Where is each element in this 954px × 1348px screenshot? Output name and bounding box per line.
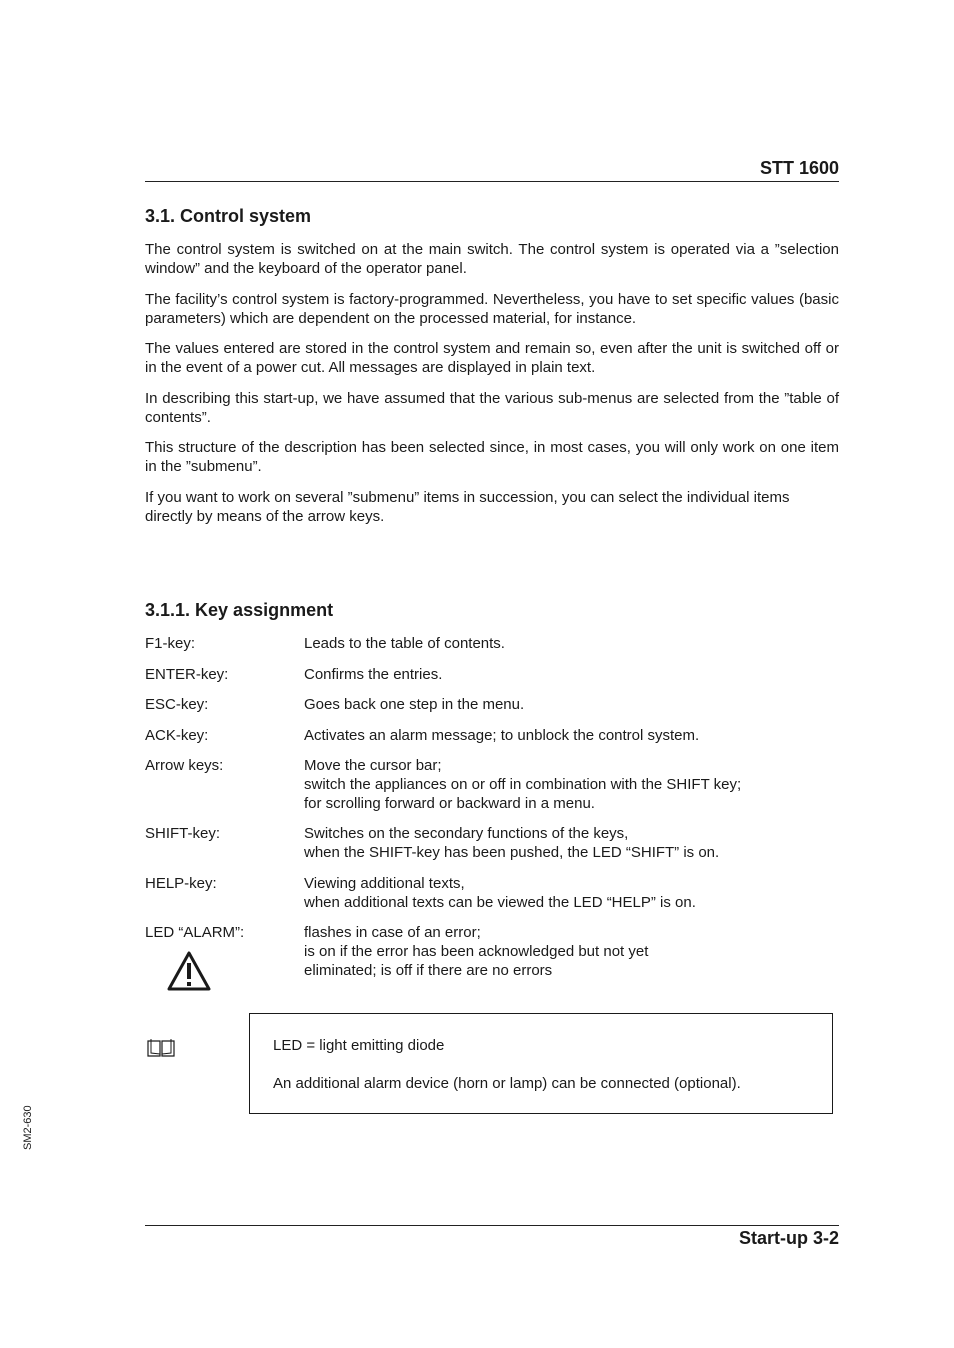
key-label-f1: F1-key: bbox=[145, 635, 196, 652]
key-desc-arrow: Move the cursor bar; switch the appliances on or off in combination with the SHIFT key; for scrolling forward or backward in a menu. bbox=[304, 757, 742, 812]
key-desc-help: Viewing additional texts, when additional texts can be viewed the LED “HELP” is on. bbox=[304, 875, 696, 911]
key-label-arrow: Arrow keys: bbox=[145, 757, 224, 774]
note-box bbox=[249, 1013, 833, 1114]
key-desc-ack: Activates an alarm message; to unblock the control system. bbox=[304, 727, 700, 744]
subsection-heading: 3.1.1. Key assignment bbox=[145, 600, 334, 620]
paragraph-4: In describing this start-up, we have assumed that the various sub-menus are selected from the ”table of contents”. bbox=[145, 390, 839, 426]
key-desc-led-alarm: flashes in case of an error; is on if the error has been acknowledged but not yet eliminated; is off if there are no errors bbox=[304, 924, 649, 979]
key-desc-enter: Confirms the entries. bbox=[304, 666, 443, 683]
key-label-shift: SHIFT-key: bbox=[145, 825, 221, 842]
key-desc-esc: Goes back one step in the menu. bbox=[304, 696, 525, 713]
footer-rule bbox=[145, 1225, 839, 1226]
key-label-esc: ESC-key: bbox=[145, 696, 209, 713]
paragraph-5: This structure of the description has been selected since, in most cases, you will only work on one item in the ”submenu”. bbox=[145, 439, 839, 475]
paragraph-3: The values entered are stored in the control system and remain so, even after the unit is switched off or in the event of a power cut. All messages are displayed in plain text. bbox=[145, 340, 839, 376]
key-label-help: HELP-key: bbox=[145, 875, 217, 892]
section-heading: 3.1. Control system bbox=[145, 206, 312, 226]
note-line-1: LED = light emitting diode bbox=[273, 1037, 445, 1054]
paragraph-2: The facility’s control system is factory-programmed. Nevertheless, you have to set specific values (basic parameters) which are dependent on the processed material, for instance. bbox=[145, 291, 839, 327]
book-icon bbox=[146, 1038, 176, 1058]
paragraph-6: If you want to work on several ”submenu” items in succession, you can select the individual items directly by means of the arrow keys. bbox=[145, 489, 790, 525]
key-label-enter: ENTER-key: bbox=[145, 666, 229, 683]
side-document-code: SM2-630 bbox=[22, 1105, 34, 1150]
key-desc-shift: Switches on the secondary functions of the keys, when the SHIFT-key has been pushed, the LED “SHIFT” is on. bbox=[304, 825, 720, 861]
footer-title: Start-up 3-2 bbox=[738, 1228, 839, 1248]
key-label-led-alarm: LED “ALARM”: bbox=[145, 924, 245, 941]
paragraph-1: The control system is switched on at the main switch. The control system is operated via a ”selection window” and the keyboard of the operator panel. bbox=[145, 241, 839, 277]
key-desc-f1: Leads to the table of contents. bbox=[304, 635, 505, 652]
key-label-ack: ACK-key: bbox=[145, 727, 209, 744]
document-header-title: STT 1600 bbox=[759, 158, 839, 178]
warning-triangle-icon bbox=[166, 950, 212, 992]
note-line-2: An additional alarm device (horn or lamp) can be connected (optional). bbox=[273, 1075, 741, 1092]
header-rule bbox=[145, 181, 839, 182]
